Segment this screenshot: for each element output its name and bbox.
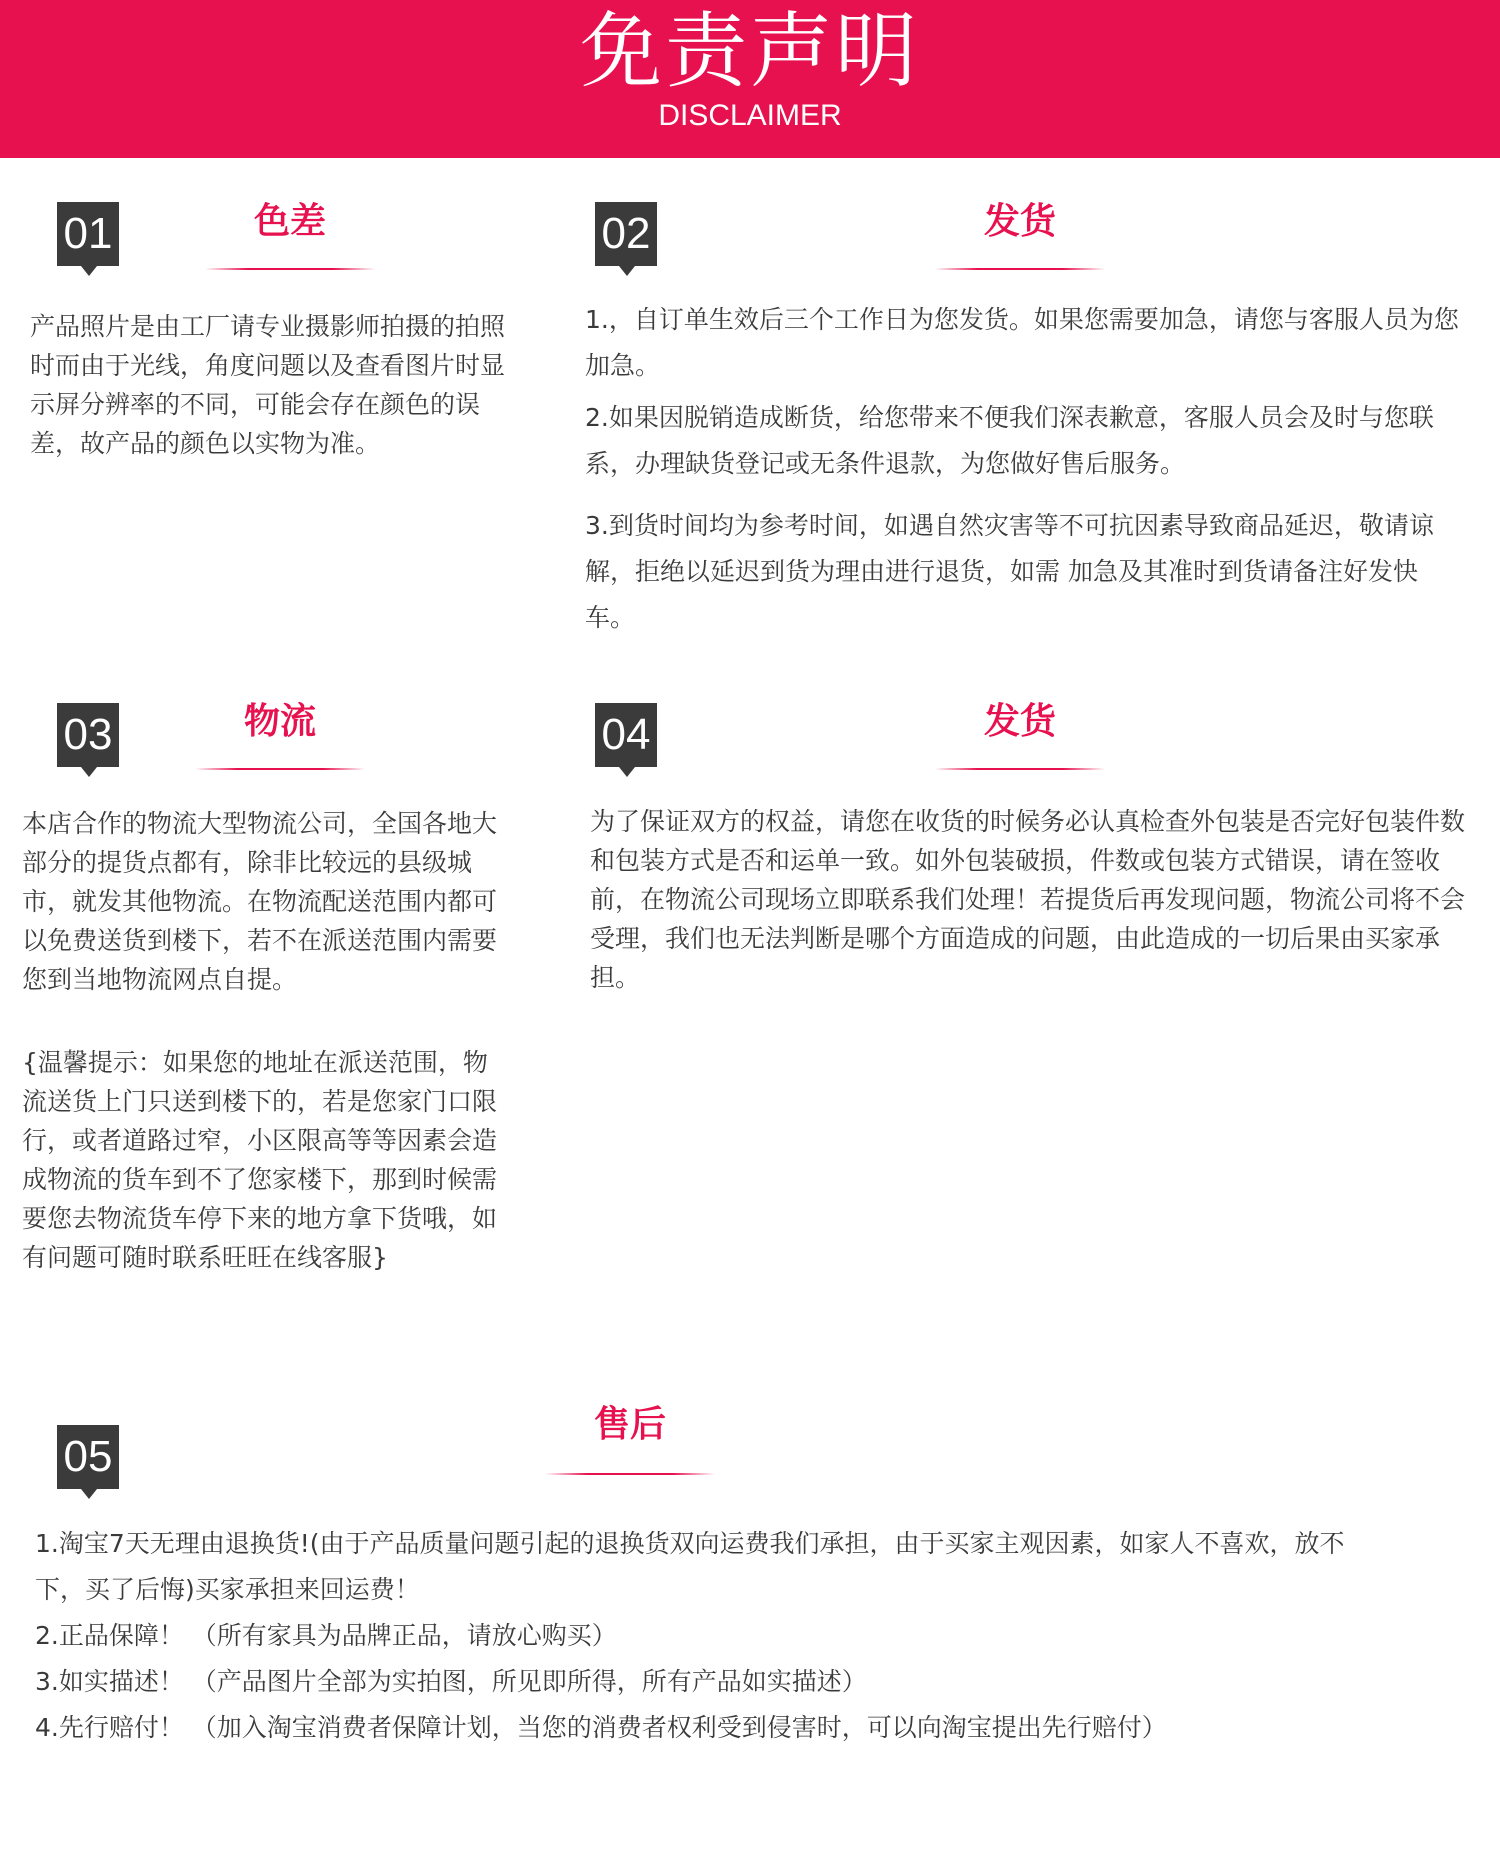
tip-note: {温馨提示：如果您的地址在派送范围，物流送货上门只送到楼下的，若是您家门口限行，或者道路过窄，小区限高等等因素会造成物流的货车到不了您家楼下，那到时候需要您去物流货车停下来的地方拿下货哦，如有问题可随时联系旺旺在线客服} <box>22 1048 498 1272</box>
section-body: 产品照片是由工厂请专业摄影师拍摄的拍照时而由于光线，角度问题以及查看图片时显示屏分辨率的不同，可能会存在颜色的误差，故产品的颜色以实物为准。 <box>30 312 506 458</box>
section-title: 发货 <box>983 201 1056 242</box>
section-number-badge: 04 <box>595 703 657 767</box>
list-item: 2.正品保障！ （所有家具为品牌正品，请放心购买） <box>35 1621 617 1650</box>
list-item: 1.，自订单生效后三个工作日为您发货。如果您需要加急，请您与客服人员为您加急。 <box>585 305 1459 380</box>
title-underline <box>545 1473 715 1475</box>
section-number-badge: 05 <box>57 1425 119 1489</box>
list-item: 3.到货时间均为参考时间，如遇自然灾害等不可抗因素导致商品延迟，敬请谅解，拒绝以延迟到货为理由进行退货，如需 加急及其准时到货请备注好发快车。 <box>585 511 1434 632</box>
disclaimer-header <box>0 0 1500 158</box>
section-number-badge: 01 <box>57 202 119 266</box>
title-underline <box>935 268 1105 270</box>
title-underline <box>935 768 1105 770</box>
list-item: 3.如实描述！ （产品图片全部为实拍图，所见即所得，所有产品如实描述） <box>35 1667 867 1696</box>
section-number-badge: 02 <box>595 202 657 266</box>
section-body: 本店合作的物流大型物流公司，全国各地大部分的提货点都有，除非比较远的县级城市，就发其他物流。在物流配送范围内都可以免费送货到楼下，若不在派送范围内需要您到当地物流网点自提。 <box>22 809 498 994</box>
section-title: 售后 <box>593 1404 666 1445</box>
section-number-badge: 03 <box>57 703 119 767</box>
section-title: 发货 <box>983 701 1056 742</box>
header-title: 免责声明 <box>579 4 920 99</box>
title-underline <box>205 268 375 270</box>
section-title: 色差 <box>253 201 326 242</box>
section-title: 物流 <box>243 701 316 742</box>
list-item: 1.淘宝7天无理由退换货!(由于产品质量问题引起的退换货双向运费我们承担，由于买家主观因素，如家人不喜欢，放不下，买了后悔)买家承担来回运费！ <box>35 1529 1345 1604</box>
section-body: 为了保证双方的权益，请您在收货的时候务必认真检查外包装是否完好包装件数和包装方式是否和运单一致。如外包装破损，件数或包装方式错误，请在签收前，在物流公司现场立即联系我们处理！若提货后再发现问题，物流公司将不会受理，我们也无法判断是哪个方面造成的问题，由此造成的一切后果由买家承担。 <box>590 807 1466 992</box>
shipping-list <box>585 297 1465 641</box>
after-sales-list <box>35 1521 1365 1751</box>
list-item: 2.如果因脱销造成断货，给您带来不便我们深表歉意，客服人员会及时与您联系，办理缺货登记或无条件退款，为您做好售后服务。 <box>585 403 1434 478</box>
list-item: 4.先行赔付！ （加入淘宝消费者保障计划，当您的消费者权利受到侵害时，可以向淘宝提出先行赔付） <box>35 1713 1167 1742</box>
title-underline <box>195 768 365 770</box>
header-subtitle: DISCLAIMER <box>658 99 842 132</box>
